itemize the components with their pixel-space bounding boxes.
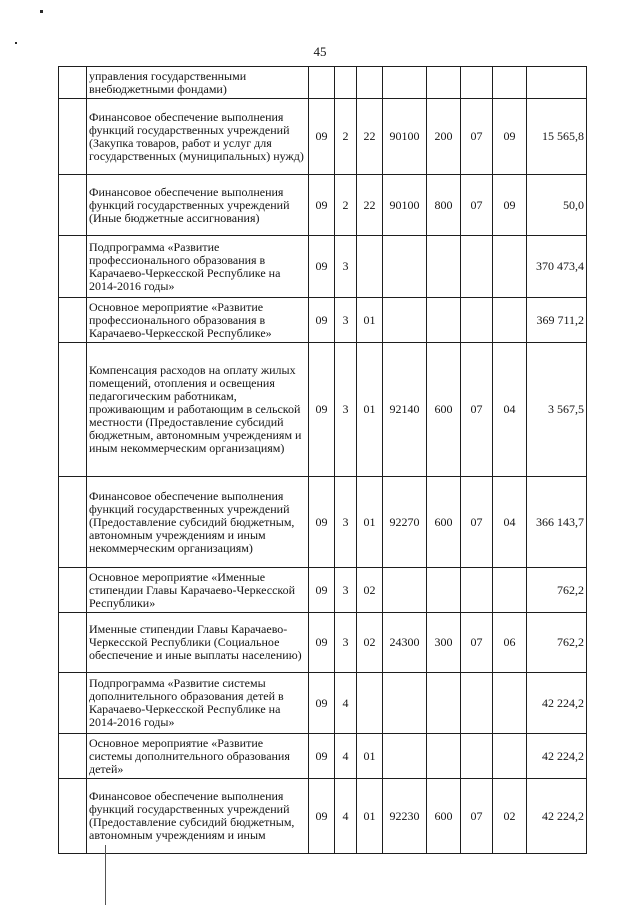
code-cell [383,67,427,99]
sum-cell: 370 473,4 [527,236,587,298]
code-cell: 07 [461,175,493,236]
code-cell: 07 [461,343,493,477]
code-cell [461,67,493,99]
code-cell: 4 [335,779,357,854]
row-name: Основное мероприятие «Развитие профессионального образования в Карачаево-Черкесской Республике» [87,298,309,343]
empty-cell [59,298,87,343]
code-cell: 02 [493,779,527,854]
sum-cell: 762,2 [527,613,587,673]
code-cell: 200 [427,99,461,175]
code-cell: 22 [357,175,383,236]
code-cell: 2 [335,99,357,175]
table-row [59,477,587,568]
code-cell [427,298,461,343]
code-cell: 600 [427,477,461,568]
code-cell: 09 [309,343,335,477]
code-cell [461,298,493,343]
code-cell [493,298,527,343]
code-cell [427,673,461,734]
empty-cell [59,734,87,779]
code-cell: 06 [493,613,527,673]
code-cell: 3 [335,477,357,568]
sum-cell: 366 143,7 [527,477,587,568]
code-cell [357,673,383,734]
empty-cell [59,568,87,613]
code-cell: 01 [357,298,383,343]
code-cell: 09 [493,99,527,175]
table-row [59,568,587,613]
code-cell: 09 [309,236,335,298]
code-cell [427,67,461,99]
sum-cell: 42 224,2 [527,673,587,734]
code-cell: 09 [493,175,527,236]
table-row [59,734,587,779]
code-cell: 02 [357,613,383,673]
code-cell: 04 [493,477,527,568]
code-cell: 01 [357,779,383,854]
code-cell: 3 [335,298,357,343]
code-cell [383,734,427,779]
code-cell [427,236,461,298]
empty-cell [59,477,87,568]
code-cell [461,734,493,779]
code-cell: 09 [309,568,335,613]
code-cell [335,67,357,99]
table-row [59,343,587,477]
row-name: Компенсация расходов на оплату жилых помещений, отопления и освещения педагогическим работникам, проживающим и работающим в сельской местности (Предоставление субсидий бюджетным, автономным учреждениям и иным некоммерческим организациям) [87,343,309,477]
code-cell: 24300 [383,613,427,673]
code-cell [461,568,493,613]
table-row [59,673,587,734]
code-cell: 01 [357,734,383,779]
code-cell: 04 [493,343,527,477]
code-cell: 3 [335,613,357,673]
empty-cell [59,343,87,477]
code-cell [383,673,427,734]
code-cell: 09 [309,673,335,734]
code-cell [383,568,427,613]
budget-table [58,66,587,854]
row-name: Подпрограмма «Развитие профессионального образования в Карачаево-Черкесской Республике на 2014-2016 годы» [87,236,309,298]
empty-cell [59,175,87,236]
empty-cell [59,99,87,175]
code-cell [383,298,427,343]
code-cell: 92270 [383,477,427,568]
table-row [59,779,587,854]
code-cell: 3 [335,568,357,613]
code-cell: 02 [357,568,383,613]
sum-cell: 3 567,5 [527,343,587,477]
code-cell: 600 [427,343,461,477]
empty-cell [59,779,87,854]
row-name: Подпрограмма «Развитие системы дополнительного образования детей в Карачаево-Черкесской Республике на 2014-2016 годы» [87,673,309,734]
empty-cell [59,613,87,673]
code-cell: 09 [309,477,335,568]
scan-margin-line [105,845,106,905]
code-cell [427,734,461,779]
table-row [59,175,587,236]
code-cell [309,67,335,99]
code-cell: 09 [309,734,335,779]
code-cell: 90100 [383,175,427,236]
sum-cell: 42 224,2 [527,779,587,854]
code-cell: 09 [309,99,335,175]
code-cell: 300 [427,613,461,673]
code-cell: 07 [461,477,493,568]
code-cell: 3 [335,236,357,298]
code-cell [493,67,527,99]
code-cell: 09 [309,175,335,236]
code-cell: 90100 [383,99,427,175]
code-cell: 07 [461,99,493,175]
code-cell [493,673,527,734]
sum-cell: 42 224,2 [527,734,587,779]
sum-cell: 762,2 [527,568,587,613]
scan-speck [40,10,43,13]
code-cell [461,236,493,298]
page-number: 45 [313,44,327,59]
row-name: Финансовое обеспечение выполнения функций государственных учреждений (Предоставление субсидий бюджетным, автономным учреждениям и иным некоммерческим организациям) [87,477,309,568]
code-cell: 01 [357,343,383,477]
code-cell: 92140 [383,343,427,477]
row-name: Финансовое обеспечение выполнения функций государственных учреждений (Иные бюджетные ассигнования) [87,175,309,236]
table-row [59,298,587,343]
sum-cell: 15 565,8 [527,99,587,175]
row-name: Основное мероприятие «Развитие системы дополнительного образования детей» [87,734,309,779]
table-row [59,99,587,175]
sum-cell: 50,0 [527,175,587,236]
table-row [59,67,587,99]
code-cell: 2 [335,175,357,236]
code-cell: 4 [335,673,357,734]
row-name: Финансовое обеспечение выполнения функций государственных учреждений (Закупка товаров, работ и услуг для государственных (муниципальных) нужд) [87,99,309,175]
code-cell: 01 [357,477,383,568]
code-cell: 92230 [383,779,427,854]
row-name: управления государственными внебюджетными фондами) [87,67,309,99]
code-cell [493,568,527,613]
sum-cell: 369 711,2 [527,298,587,343]
code-cell [357,236,383,298]
code-cell: 3 [335,343,357,477]
code-cell: 07 [461,779,493,854]
code-cell: 09 [309,613,335,673]
code-cell: 09 [309,298,335,343]
code-cell: 09 [309,779,335,854]
code-cell: 22 [357,99,383,175]
table-row [59,236,587,298]
code-cell: 800 [427,175,461,236]
empty-cell [59,236,87,298]
code-cell [493,236,527,298]
row-name: Основное мероприятие «Именные стипендии Главы Карачаево-Черкесской Республики» [87,568,309,613]
row-name: Именные стипендии Главы Карачаево-Черкесской Республики (Социальное обеспечение и иные выплаты населению) [87,613,309,673]
code-cell [383,236,427,298]
code-cell: 600 [427,779,461,854]
code-cell: 4 [335,734,357,779]
row-name: Финансовое обеспечение выполнения функций государственных учреждений (Предоставление субсидий бюджетным, автономным учреждениям и иным [87,779,309,854]
code-cell [461,673,493,734]
empty-cell [59,673,87,734]
code-cell [493,734,527,779]
code-cell [357,67,383,99]
sum-cell [527,67,587,99]
empty-cell [59,67,87,99]
code-cell [427,568,461,613]
code-cell: 07 [461,613,493,673]
table-row [59,613,587,673]
